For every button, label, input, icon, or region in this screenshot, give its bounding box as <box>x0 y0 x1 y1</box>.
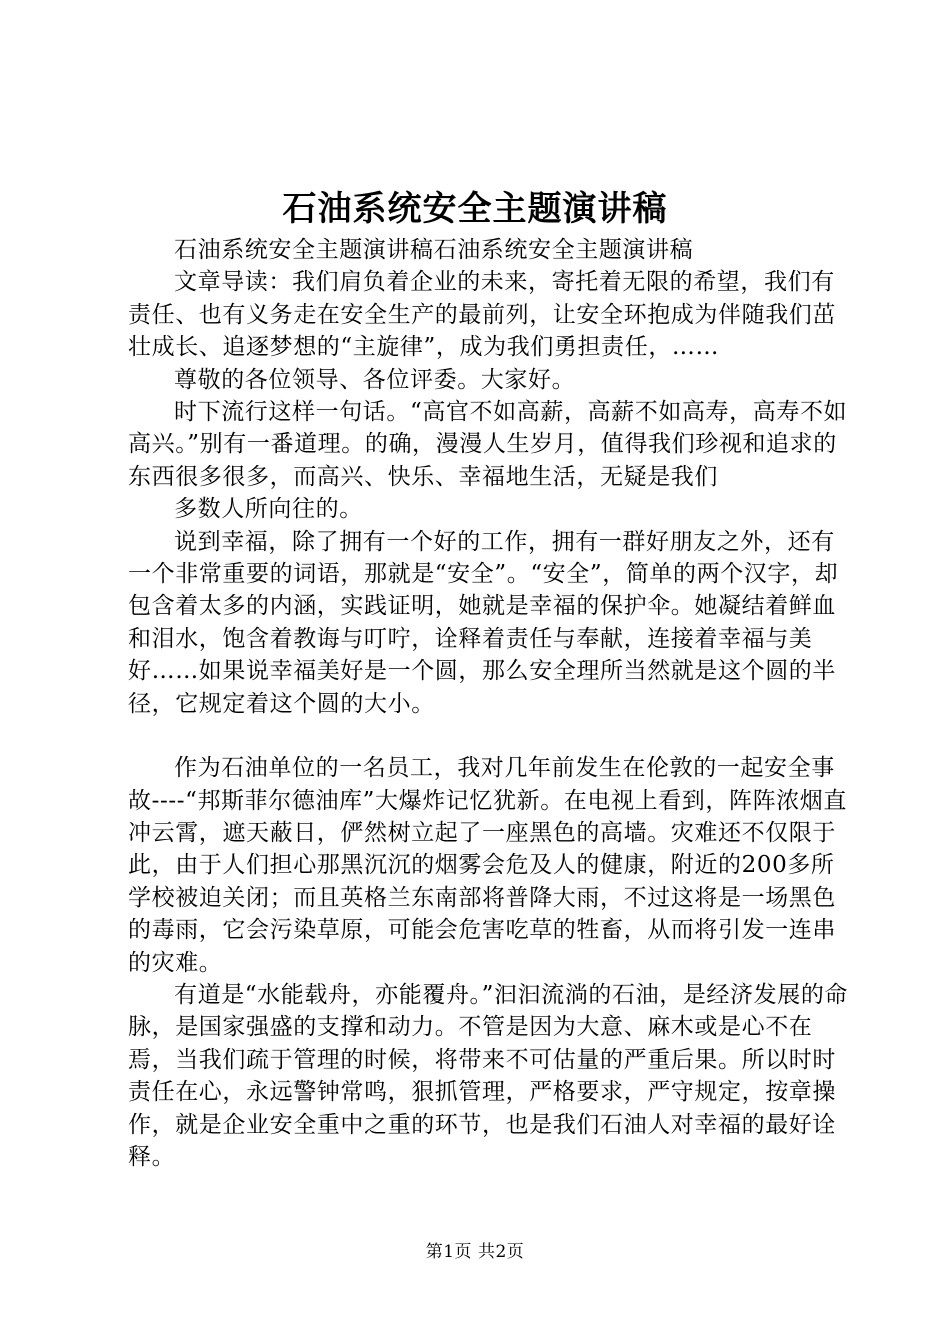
document-title: 石油系统安全主题演讲稿 <box>282 189 668 229</box>
paragraph-intro: 文章导读：我们肩负着企业的未来，寄托着无限的希望，我们有责任、也有义务走在安全生产的最前列，让安全环抱成为伴随我们茁壮成长、追逐梦想的“主旋律”，成为我们勇担责任，…… <box>128 269 836 361</box>
paragraph-greeting: 尊敬的各位领导、各位评委。大家好。 <box>174 366 576 393</box>
paragraph-saying-continued: 多数人所向往的。 <box>174 496 363 523</box>
paragraph-happiness: 说到幸福，除了拥有一个好的工作，拥有一群好朋友之外，还有一个非常重要的词语，那就是“安全”。“安全”，简单的两个汉字，却包含着太多的内涵，实践证明，她就是幸福的保护伞。她凝结着鲜血和泪水，饱含着教诲与叮咛，诠释着责任与奉献，连接着幸福与美好……如果说幸福美好是一个圆，那么安全理所当然就是这个圆的半径，它规定着这个圆的大小。 <box>128 528 839 717</box>
paragraph-saying: 时下流行这样一句话。“高官不如高薪，高薪不如高寿，高寿不如高兴。”别有一番道理。的确，漫漫人生岁月，值得我们珍视和追求的东西很多很多，而高兴、快乐、幸福地生活，无疑是我们 <box>128 399 848 490</box>
paragraph-accident: 作为石油单位的一名员工，我对几年前发生在伦敦的一起安全事故----“邦斯菲尔德油库”大爆炸记忆犹新。在电视上看到，阵阵浓烟直冲云霄，遮天蔽日，俨然树立起了一座黑色的高墙。灾难还不仅限于此，由于人们担心那黑沉沉的烟雾会危及人的健康，附近的200多所学校被迫关闭；而且英格兰东南部将普降大雨，不过这将是一场黑色的毒雨，它会污染草原，可能会危害吃草的牲畜，从而将引发一连串的灾难。 <box>128 755 848 976</box>
paragraph-heading-repeat: 石油系统安全主题演讲稿石油系统安全主题演讲稿 <box>174 237 694 263</box>
document-body <box>128 234 852 1173</box>
paragraph-conclusion: 有道是“水能载舟，亦能覆舟。”汩汩流淌的石油，是经济发展的命脉，是国家强盛的支撑和动力。不管是因为大意、麻木或是心不在焉，当我们疏于管理的时候，将带来不可估量的严重后果。所以时时责任在心，永远警钟常鸣，狠抓管理，严格要求，严守规定，按章操作，就是企业安全重中之重的环节，也是我们石油人对幸福的最好诠释。 <box>128 981 849 1170</box>
page-footer: 第1页 共2页 <box>425 1242 525 1262</box>
